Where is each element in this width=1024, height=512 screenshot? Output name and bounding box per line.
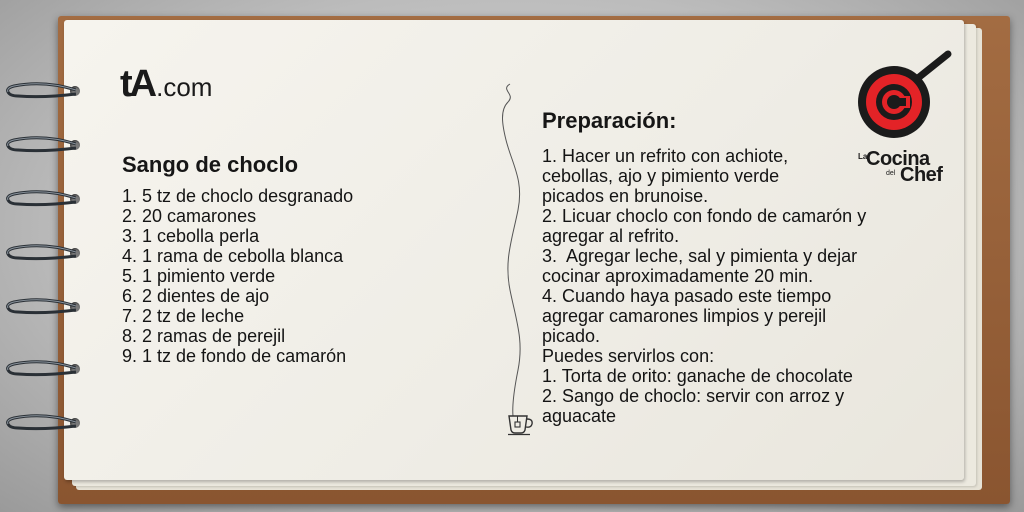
spiral-binding-ring [4,360,72,378]
ingredient-list [122,186,353,366]
tea-string-divider [496,80,536,420]
spiral-binding-ring [4,190,72,208]
spiral-binding-ring [4,136,72,154]
brand-del: del [886,170,896,177]
brand-cocina: Cocina [866,148,930,170]
preparation-line: 1. Hacer un refrito con achiote, [542,146,789,166]
preparation-line: cebollas, ajo y pimiento verde [542,166,780,186]
ingredient-item: 6. 2 dientes de ajo [122,286,270,306]
ingredient-item: 1. 5 tz de choclo desgranado [122,186,354,206]
preparation-line: picados en brunoise. [542,186,709,206]
preparation-line: 4. Cuando haya pasado este tiempo [542,286,832,306]
spiral-binding-ring [4,298,72,316]
preparation-line: agregar al refrito. [542,226,680,246]
ingredient-item: 4. 1 rama de cebolla blanca [122,246,344,266]
brand-la: La [858,152,868,161]
preparation-line: 2. Licuar choclo con fondo de camarón y [542,206,867,226]
ingredient-item: 2. 20 camarones [122,206,257,226]
site-logo [120,63,213,105]
preparation-line: picado. [542,326,601,346]
preparation-line: 2. Sango de choclo: servir con arroz y [542,386,845,406]
ingredient-item: 7. 2 tz de leche [122,306,245,326]
preparation-line: agregar camarones limpios y perejil [542,306,827,326]
preparation-line: 1. Torta de orito: ganache de chocolate [542,366,853,386]
spiral-binding-ring [4,414,72,432]
preparation-line: aguacate [542,406,617,426]
brand-chef: Chef [900,164,943,186]
preparation-line: cocinar aproximadamente 20 min. [542,266,814,286]
ingredient-item: 9. 1 tz de fondo de camarón [122,346,347,366]
logo-mark: tA [120,63,155,105]
tea-cup-icon [506,412,536,436]
spiral-binding-ring [4,82,72,100]
ingredient-item: 3. 1 cebolla perla [122,226,260,246]
preparation-title: Preparación: [542,108,677,133]
preparation-line: 3. Agregar leche, sal y pimienta y dejar [542,246,858,266]
recipe-title: Sango de choclo [122,152,299,177]
preparation-line: Puedes servirlos con: [542,346,715,366]
logo-domain: .com [156,72,213,102]
ingredient-item: 5. 1 pimiento verde [122,266,276,286]
ingredient-item: 8. 2 ramas de perejil [122,326,286,346]
preparation-steps [542,146,942,426]
spiral-binding-ring [4,244,72,262]
